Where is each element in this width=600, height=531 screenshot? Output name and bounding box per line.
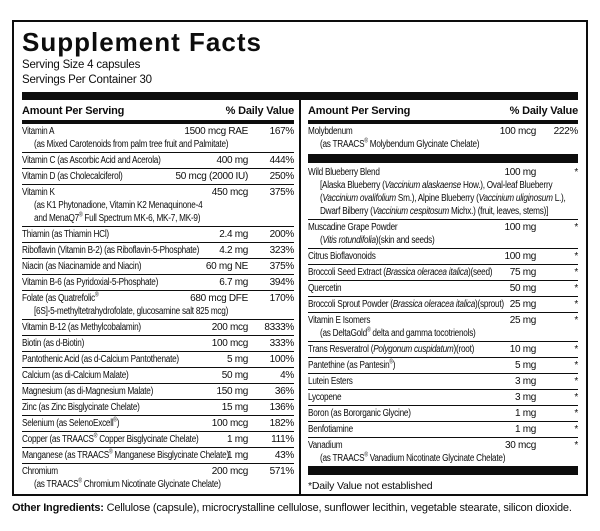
nutrient-row — [22, 184, 294, 226]
nutrient-name: Lutein Esters — [308, 376, 353, 387]
nutrient-amount: 15 mg — [221, 402, 248, 413]
nutrient-name: Biotin (as d-Biotin) — [22, 338, 85, 349]
nutrient-name: Copper (as TRAACS® Copper Bisglycinate Chelate) — [22, 433, 199, 445]
nutrient-row — [22, 242, 294, 258]
nutrient-amount: 680 mcg DFE — [190, 293, 248, 304]
nutrient-daily-value: * — [574, 167, 578, 178]
nutrient-source-note: Dwarf Bilberry (Vaccinium cespitosum Michx.) (fruit, leaves, stems)] — [320, 206, 549, 217]
nutrient-amount: 100 mg — [504, 251, 536, 262]
nutrient-daily-value: * — [574, 251, 578, 262]
left-column — [22, 100, 299, 494]
nutrient-daily-value: 182% — [269, 418, 294, 429]
nutrient-source-note: and MenaQ7® Full Spectrum MK-6, MK-7, MK-9) — [34, 212, 201, 224]
nutrient-daily-value: 8333% — [264, 322, 294, 333]
nutrient-source-note: (as TRAACS® Molybendum Glycinate Chelate) — [320, 138, 480, 150]
nutrient-amount: 5 mg — [514, 360, 536, 371]
nutrient-source-note: (as Mixed Carotenoids from palm tree fruit and Palmitate) — [34, 139, 229, 150]
nutrient-name: Vitamin D (as Cholecalciferol) — [22, 171, 123, 182]
nutrient-name: Vitamin B-12 (as Methylcobalamin) — [22, 322, 141, 333]
servings-per-container: Servings Per Container 30 — [22, 74, 152, 86]
right-column — [301, 100, 578, 494]
nutrient-name: Molybdenum — [308, 126, 353, 137]
nutrient-row — [22, 415, 294, 431]
other-ingredients-text: Cellulose (capsule), microcrystalline cellulose, sunflower lecithin, vegetable stearate, silicon dioxide. — [103, 502, 572, 514]
section-divider-bar — [308, 154, 578, 163]
nutrient-daily-value: 136% — [269, 402, 294, 413]
nutrient-name: Broccoli Seed Extract (Brassica oleracea italica)(seed) — [308, 267, 493, 278]
page-title: Supplement Facts — [22, 27, 262, 57]
nutrient-source-note: (Vaccinium ovalifolium Sm.), Alpine Blueberry (Vaccinium uliginosum L.), — [320, 193, 566, 204]
nutrient-daily-value: * — [574, 408, 578, 419]
nutrient-row — [308, 264, 578, 280]
nutrient-row — [22, 351, 294, 367]
nutrient-row — [22, 383, 294, 399]
right-column-header — [308, 100, 578, 124]
nutrient-daily-value: * — [574, 299, 578, 310]
nutrient-row — [22, 367, 294, 383]
nutrient-daily-value: * — [574, 424, 578, 435]
nutrient-daily-value: 100% — [269, 354, 294, 365]
nutrient-amount: 60 mg NE — [205, 261, 248, 272]
daily-value-header: % Daily Value — [225, 105, 294, 117]
nutrient-row — [308, 389, 578, 405]
nutrient-row — [308, 296, 578, 312]
nutrient-name: Quercetin — [308, 283, 342, 294]
right-column-rows — [308, 124, 578, 477]
nutrient-name: Calcium (as di-Calcium Malate) — [22, 370, 129, 381]
serving-size: Serving Size 4 capsules — [22, 59, 141, 71]
nutrient-daily-value: 394% — [269, 277, 294, 288]
nutrient-row — [22, 399, 294, 415]
nutrient-row — [22, 274, 294, 290]
nutrient-daily-value: 4% — [280, 370, 294, 381]
nutrient-daily-value: 111% — [271, 434, 294, 445]
nutrient-daily-value: 167% — [269, 126, 294, 137]
nutrient-name: Vanadium — [308, 440, 343, 451]
nutrient-source-note: [6S]-5-methyltetrahydrofolate, glucosamine salt 825 mcg) — [34, 306, 229, 317]
nutrient-amount: 4.2 mg — [219, 245, 248, 256]
nutrient-row — [22, 258, 294, 274]
nutrient-daily-value: * — [574, 283, 578, 294]
nutrient-source-note: [Alaska Blueberry (Vaccinium alaskaense How.), Oval-leaf Blueberry — [320, 180, 553, 191]
nutrient-amount: 400 mg — [216, 155, 248, 166]
nutrient-amount: 10 mg — [509, 344, 536, 355]
nutrient-amount: 50 mg — [509, 283, 536, 294]
nutrient-source-note: (as TRAACS® Chromium Nicotinate Glycinate Chelate) — [34, 478, 221, 490]
nutrient-name: Chromium — [22, 466, 58, 477]
nutrient-name: Magnesium (as di-Magnesium Malate) — [22, 386, 154, 397]
nutrient-name: Trans Resveratrol (Polygonum cuspidatum)(root) — [308, 344, 475, 355]
nutrient-name: Pantothenic Acid (as d-Calcium Pantothenate) — [22, 354, 179, 365]
nutrient-row — [308, 437, 578, 466]
nutrient-row — [22, 447, 294, 463]
nutrient-name: Selenium (as SelenoExcell®) — [22, 417, 120, 429]
nutrient-amount: 100 mcg — [211, 338, 248, 349]
nutrient-row — [22, 335, 294, 351]
nutrient-name: Citrus Bioflavonoids — [308, 251, 376, 262]
nutrient-daily-value: * — [574, 315, 578, 326]
nutrient-row — [22, 431, 294, 447]
nutrient-name: Pantethine (as Pantesin®) — [308, 359, 396, 371]
nutrient-columns — [22, 100, 578, 494]
nutrient-amount: 1 mg — [226, 450, 248, 461]
nutrient-amount: 100 mcg — [211, 418, 248, 429]
nutrient-daily-value: 43% — [274, 450, 294, 461]
nutrient-row — [22, 152, 294, 168]
nutrient-amount: 25 mg — [509, 315, 536, 326]
nutrient-daily-value: 222% — [553, 126, 578, 137]
nutrient-daily-value: * — [574, 392, 578, 403]
nutrient-amount: 100 mcg — [499, 126, 536, 137]
nutrient-source-note: (Vitis rotundifolia)(skin and seeds) — [320, 235, 435, 246]
nutrient-daily-value: 571% — [269, 466, 294, 477]
nutrient-amount: 150 mg — [216, 386, 248, 397]
nutrient-name: Niacin (as Niacinamide and Niacin) — [22, 261, 142, 272]
nutrient-row — [22, 168, 294, 184]
nutrient-name: Manganese (as TRAACS® Manganese Bisglycinate Chelate) — [22, 449, 229, 461]
nutrient-row — [308, 357, 578, 373]
nutrient-amount: 50 mcg (2000 IU) — [175, 171, 248, 182]
nutrient-amount: 2.4 mg — [219, 229, 248, 240]
nutrient-amount: 100 mg — [504, 222, 536, 233]
left-column-header — [22, 100, 294, 124]
nutrient-name: Vitamin K — [22, 187, 55, 198]
nutrient-row — [22, 319, 294, 335]
nutrient-daily-value: 170% — [269, 293, 294, 304]
nutrient-amount: 50 mg — [221, 370, 248, 381]
nutrient-amount: 1 mg — [514, 424, 536, 435]
nutrient-amount: 100 mg — [504, 167, 536, 178]
nutrient-daily-value: 333% — [269, 338, 294, 349]
nutrient-amount: 450 mcg — [211, 187, 248, 198]
nutrient-name: Thiamin (as Thiamin HCl) — [22, 229, 109, 240]
nutrient-source-note: (as K1 Phytonadione, Vitamin K2 Menaquinone-4 — [34, 200, 203, 211]
nutrient-amount: 30 mcg — [505, 440, 536, 451]
nutrient-name: Boron (as Bororganic Glycine) — [308, 408, 411, 419]
nutrient-name: Vitamin A — [22, 126, 55, 137]
nutrient-source-note: (as DeltaGold® delta and gamma tocotrienols) — [320, 327, 476, 339]
nutrient-row — [308, 165, 578, 219]
nutrient-name: Wild Blueberry Blend — [308, 167, 380, 178]
nutrient-row — [308, 373, 578, 389]
nutrient-daily-value: * — [574, 222, 578, 233]
nutrient-row — [308, 341, 578, 357]
section-divider-bar — [308, 466, 578, 475]
nutrient-row — [22, 124, 294, 152]
nutrient-name: Broccoli Sprout Powder (Brassica oleracea italica)(sprout) — [308, 299, 504, 310]
nutrient-amount: 6.7 mg — [219, 277, 248, 288]
nutrient-daily-value: 250% — [269, 171, 294, 182]
nutrient-amount: 5 mg — [226, 354, 248, 365]
nutrient-amount: 75 mg — [509, 267, 536, 278]
nutrient-row — [308, 248, 578, 264]
daily-value-header: % Daily Value — [509, 105, 578, 117]
left-column-rows — [22, 124, 294, 494]
amount-per-serving-header: Amount Per Serving — [308, 105, 411, 117]
nutrient-amount: 3 mg — [514, 376, 536, 387]
header-divider-bar — [22, 92, 578, 100]
amount-per-serving-header: Amount Per Serving — [22, 105, 125, 117]
nutrient-row — [22, 226, 294, 242]
nutrient-name: Riboflavin (Vitamin B-2) (as Riboflavin-5-Phosphate) — [22, 245, 200, 256]
nutrient-amount: 200 mcg — [211, 466, 248, 477]
nutrient-name: Zinc (as Zinc Bisglycinate Chelate) — [22, 402, 140, 413]
nutrient-daily-value: 375% — [269, 261, 294, 272]
nutrient-daily-value: * — [574, 440, 578, 451]
nutrient-row — [308, 312, 578, 341]
nutrient-amount: 1500 mcg RAE — [184, 126, 248, 137]
nutrient-row — [308, 421, 578, 437]
nutrient-daily-value: 444% — [269, 155, 294, 166]
nutrient-daily-value: 200% — [269, 229, 294, 240]
nutrient-amount: 200 mcg — [211, 322, 248, 333]
nutrient-amount: 1 mg — [226, 434, 248, 445]
nutrient-name: Lycopene — [308, 392, 342, 403]
nutrient-daily-value: 36% — [274, 386, 294, 397]
nutrient-source-note: (as TRAACS® Vanadium Nicotinate Glycinate Chelate) — [320, 452, 506, 464]
nutrient-daily-value: 323% — [269, 245, 294, 256]
other-ingredients — [12, 502, 592, 514]
nutrient-amount: 3 mg — [514, 392, 536, 403]
supplement-facts-panel — [12, 20, 588, 496]
nutrient-daily-value: * — [574, 267, 578, 278]
nutrient-name: Vitamin E Isomers — [308, 315, 371, 326]
nutrient-row — [22, 463, 294, 492]
nutrient-row — [308, 405, 578, 421]
nutrient-daily-value: * — [574, 344, 578, 355]
nutrient-name: Vitamin C (as Ascorbic Acid and Acerola) — [22, 155, 161, 166]
daily-value-footnote: *Daily Value not established — [308, 480, 433, 492]
nutrient-name: Muscadine Grape Powder — [308, 222, 398, 233]
nutrient-row — [308, 124, 578, 152]
nutrient-daily-value: * — [574, 376, 578, 387]
nutrient-daily-value: * — [574, 360, 578, 371]
nutrient-name: Vitamin B-6 (as Pyridoxial-5-Phosphate) — [22, 277, 159, 288]
nutrient-daily-value: 375% — [269, 187, 294, 198]
nutrient-row — [308, 280, 578, 296]
nutrient-amount: 25 mg — [509, 299, 536, 310]
nutrient-name: Benfotiamine — [308, 424, 353, 435]
nutrient-row — [308, 219, 578, 248]
nutrient-name: Folate (as Quatrefolic® — [22, 292, 99, 304]
nutrient-amount: 1 mg — [514, 408, 536, 419]
other-ingredients-label: Other Ingredients: — [12, 502, 104, 514]
nutrient-row — [22, 290, 294, 319]
